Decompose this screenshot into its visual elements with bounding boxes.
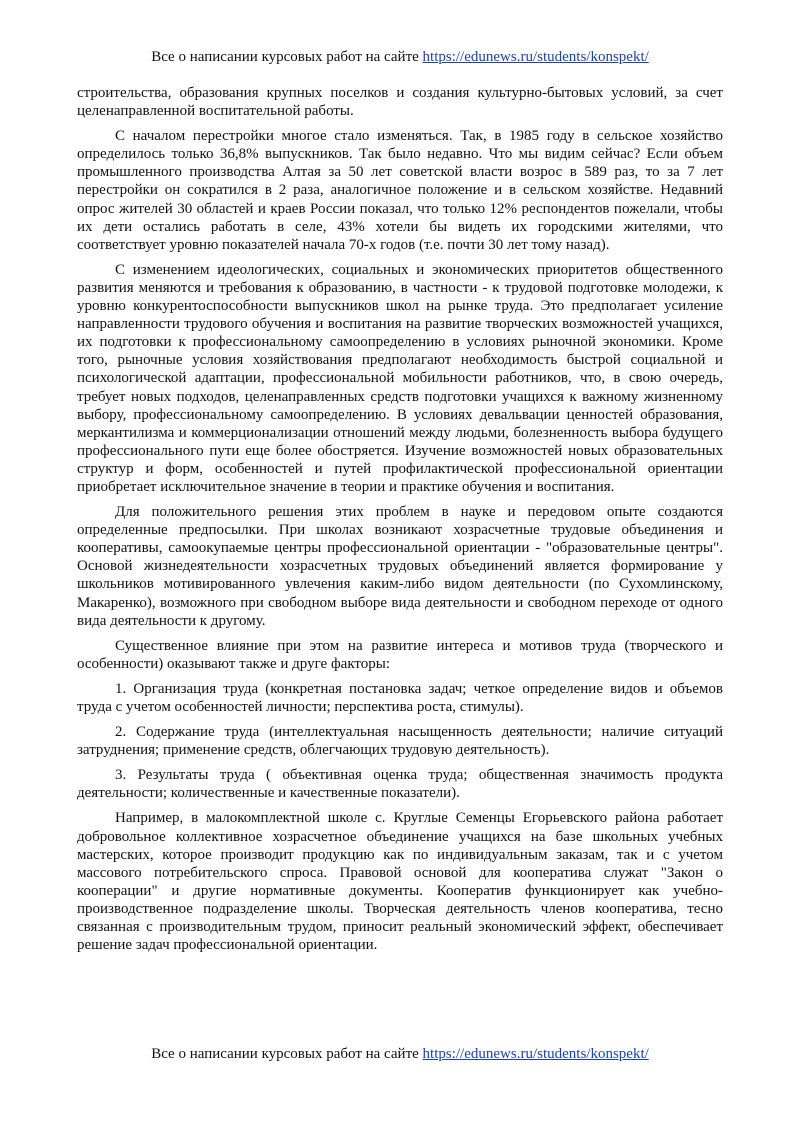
page-footer — [0, 1045, 800, 1063]
footer-link[interactable]: https://edunews.ru/students/konspekt/ — [422, 1046, 649, 1062]
list-item-content: 2. Содержание труда (интеллектуальная насыщенность деятельности; наличие ситуаций затруднения; применение средств, облегчающих трудовую деятельность). — [77, 724, 723, 759]
page-header — [0, 48, 800, 66]
list-item-results: 3. Результаты труда ( объективная оценка труда; общественная значимость продукта деятельности; количественные и качественные показатели). — [77, 767, 723, 802]
footer-text: Все о написании курсовых работ на сайте — [151, 1046, 423, 1062]
paragraph-priorities: С изменением идеологических, социальных и экономических приоритетов общественного развития меняются и требования к образованию, в частности - к трудовой подготовке молодежи, к уровню конкурентоспособности выпускников школ на рынке труда. Это предполагает усиление направленности трудового обучения и воспитания на развитие творческих возможностей учащихся, их подготовки к профессиональному самоопределению в условиях рыночной экономики. Кроме того, рыночные условия хозяйствования предполагают необходимость быстрой социальной и психологической адаптации, профессиональной мобильности работников, что, в свою очередь, требует новых подходов, целенаправленных средств подготовки учащихся к важному жизненному выбору, профессиональному самоопределению. В условиях девальвации ценностей образования, меркантилизма и коммерционализации отношений между людьми, болезненность выбора будущего профессионального пути еще более обостряется. Изучение возможностей новых образовательных структур и форм, особенностей и путей профилактической профессиональной ориентации приобретает исключительное значение в теории и практике обучения и воспитания. — [77, 261, 723, 495]
paragraph-perestroika: С началом перестройки многое стало изменяться. Так, в 1985 году в сельское хозяйство определилось только 36,8% выпускников. Так было недавно. Что мы видим сейчас? Если объем промышленного производства Алтая за 50 лет советской власти возрос в 589 раз, то за 7 лет перестройки он сократился в 2 раза, аналогичное положение и в сельском хозяйстве. Недавний опрос жителей 30 областей и краев России показал, что только 12% респондентов пожелали, чтобы их дети остались работать в селе, 43% хотели бы видеть их городскими жителями, что соответствует уровню показателей начала 70-х годов (т.е. почти 30 лет тому назад). — [77, 128, 723, 253]
paragraph-example: Например, в малокомплектной школе с. Круглые Семенцы Егорьевского района работает добровольное коллективное хозрасчетное объединение учащихся на базе школьных учебных мастерских, которое производит продукцию как по индивидуальным заказам, так и с учетом массового потребительского спроса. Правовой основой для кооператива служат "Закон о кооперации" и другие нормативные документы. Кооператив функционирует как учебно-производственное подразделение школы. Творческая деятельность членов кооператива, тесно связанная с производительным трудом, приносит реальный экономический эффект, обеспечивает решение задач профессиональной ориентации. — [77, 810, 723, 954]
paragraph-prerequisites: Для положительного решения этих проблем в науке и передовом опыте создаются определенные предпосылки. При школах возникают хозрасчетные трудовые объединения и кооперативы, самоокупаемые центры профессиональной ориентации - "образовательные центры". Основой жизнедеятельности хозрасчетных трудовых объединений является формирование у школьников мотивированного увлечения каким-либо видом деятельности (по Сухомлинскому, Макаренко), возможного при свободном выборе вида деятельности и свободном переходе от одного вида деятельности к другому. — [77, 504, 723, 629]
paragraph-continuation: строительства, образования крупных поселков и создания культурно-бытовых условий, за счет целенаправленной воспитательной работы. — [77, 85, 723, 120]
header-link[interactable]: https://edunews.ru/students/konspekt/ — [422, 49, 649, 65]
paragraph-factors-intro: Существенное влияние при этом на развитие интереса и мотивов труда (творческого и особенности) оказывают также и друге факторы: — [77, 637, 723, 672]
header-text: Все о написании курсовых работ на сайте — [151, 49, 423, 65]
list-item-organization: 1. Организация труда (конкретная постановка задач; четкое определение видов и объемов труда с учетом особенностей личности; перспектива роста, стимулы). — [77, 680, 723, 715]
document-body — [77, 84, 723, 961]
